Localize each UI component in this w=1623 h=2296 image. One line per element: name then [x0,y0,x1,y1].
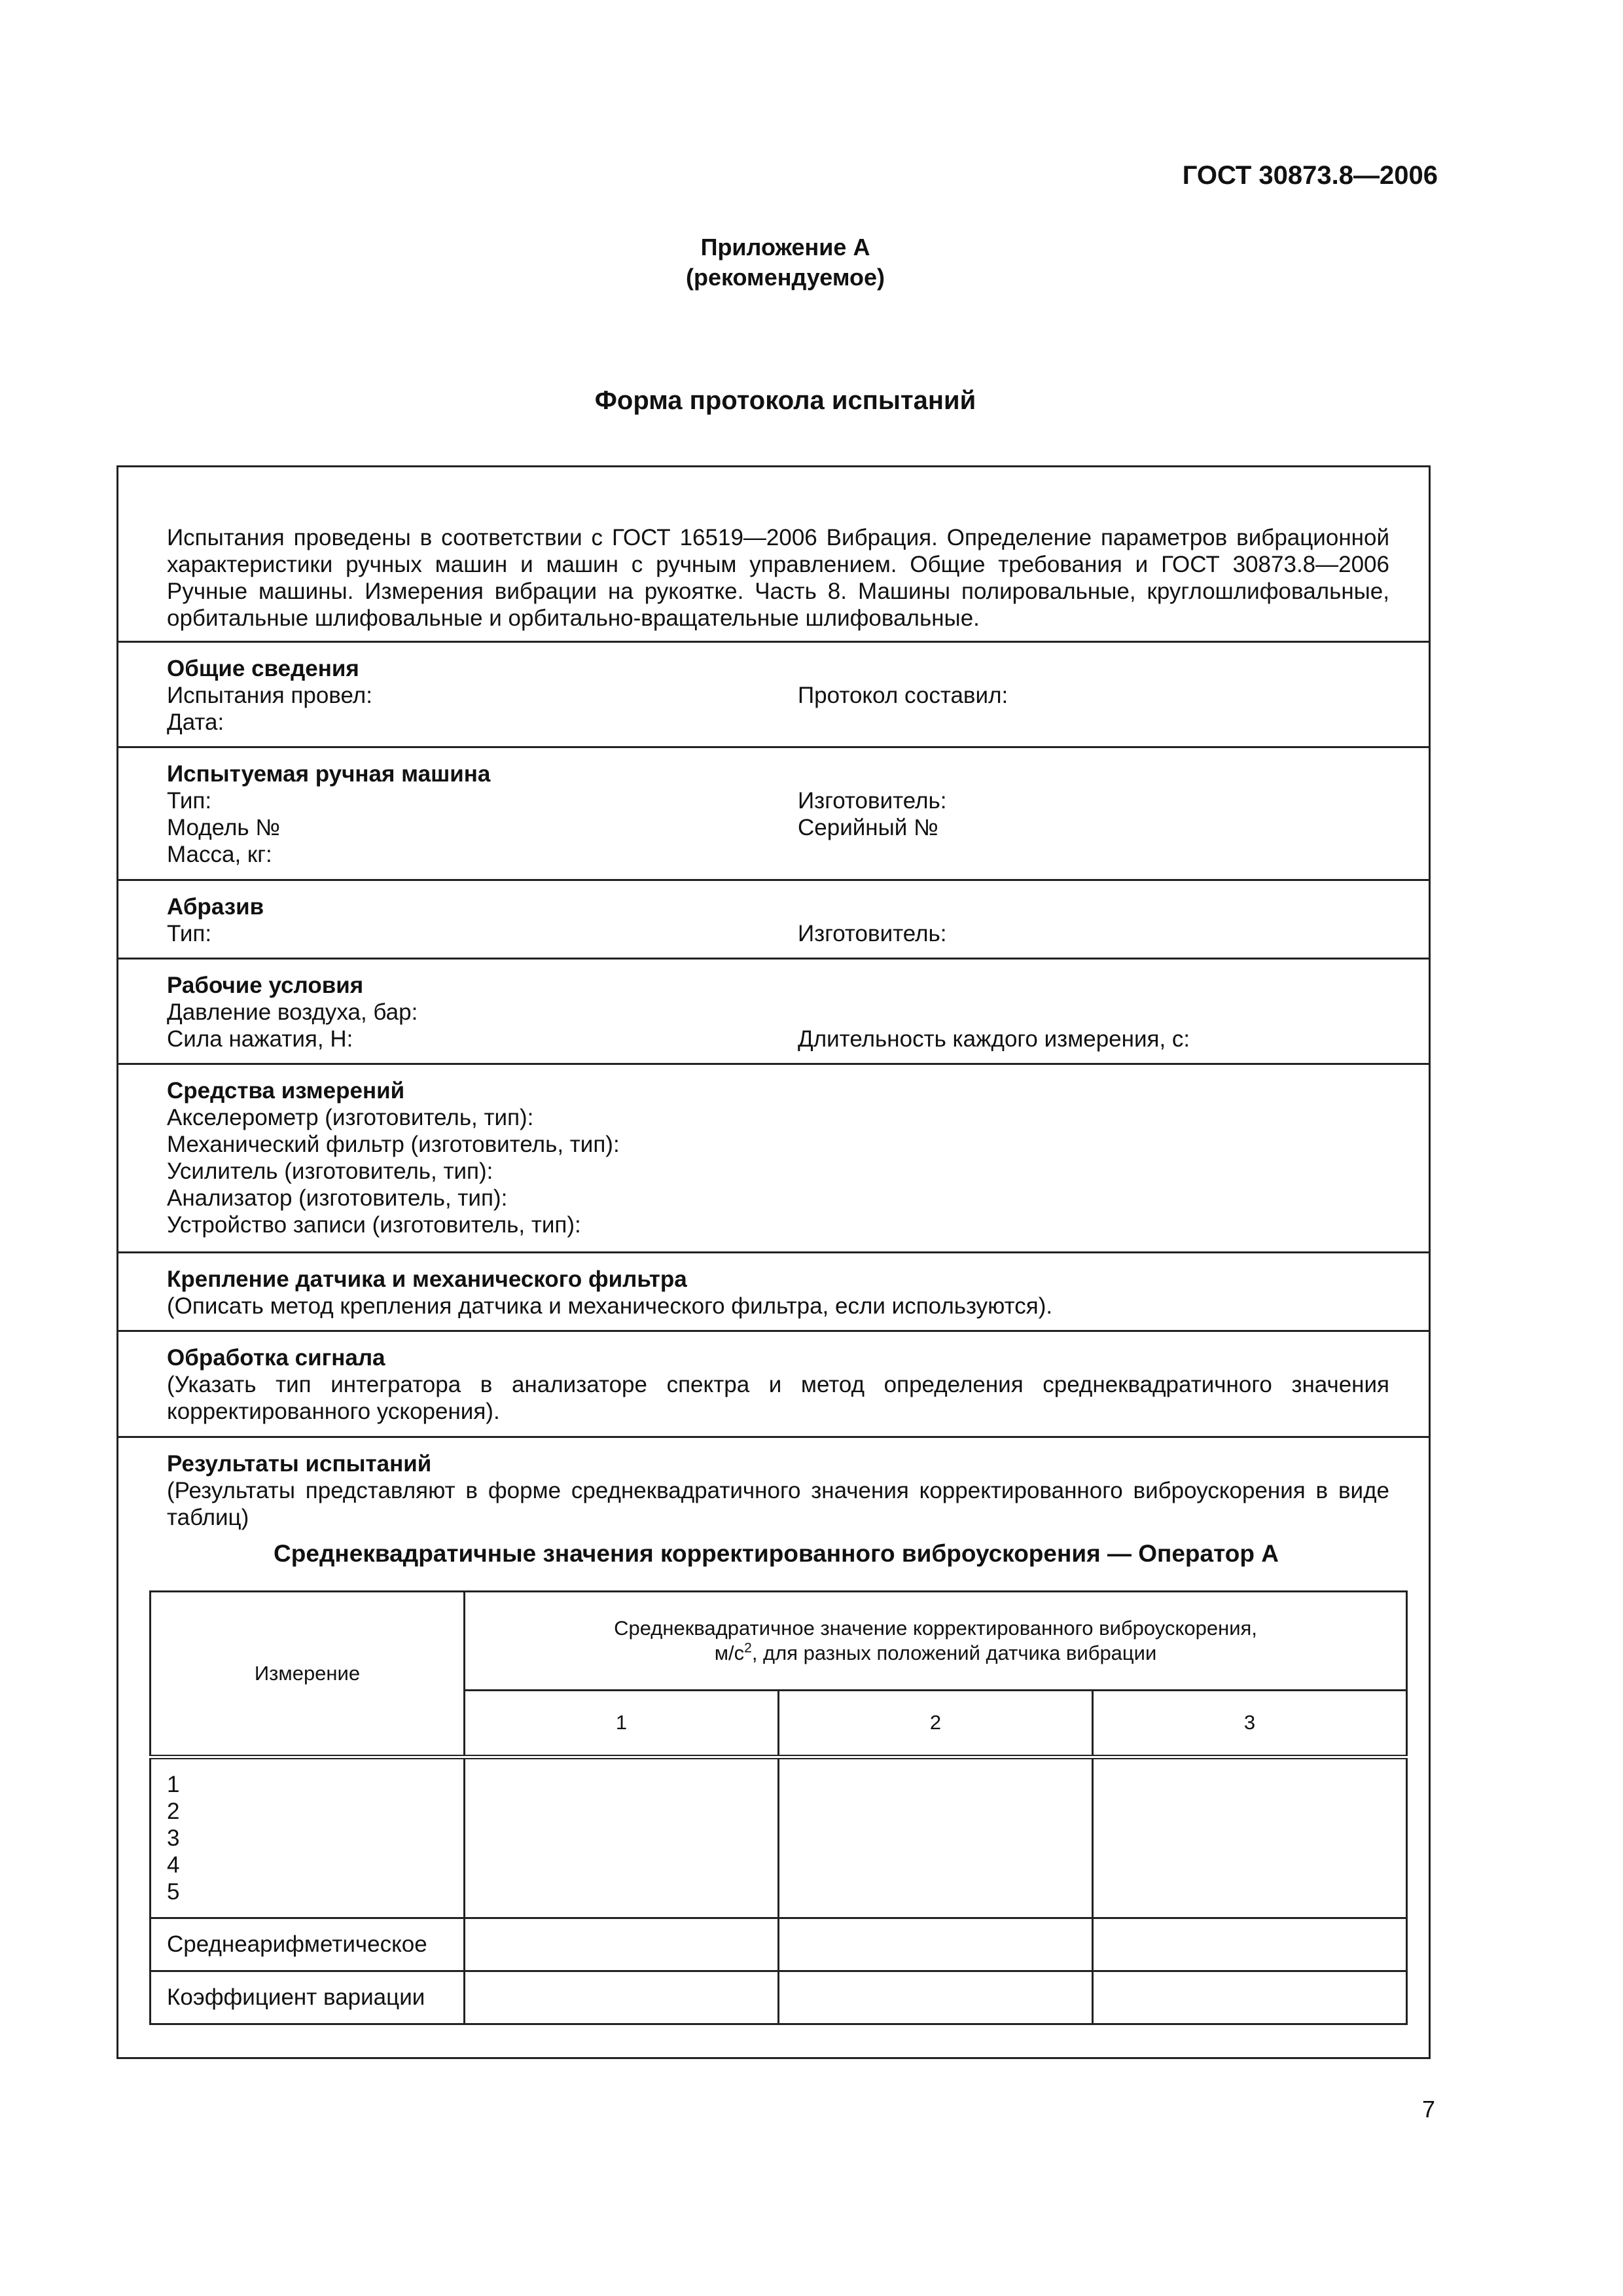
table-row [151,1918,1407,1971]
instrument-item: Усилитель (изготовитель, тип): [167,1158,493,1184]
date-field: Дата: [167,709,224,735]
mounting-heading: Крепление датчика и механического фильтра [167,1266,687,1292]
machine-type-field: Тип: [167,788,212,814]
conditions-section [118,958,1429,1065]
value-cell [779,1757,1093,1918]
protocol-form [116,465,1431,2059]
mounting-section [118,1251,1429,1332]
form-title: Форма протокола испытаний [594,386,976,415]
mean-label: Среднеарифметическое [151,1918,465,1971]
duration-field: Длительность каждого измерения, с: [798,1026,1190,1052]
rms-header-line2-rest: , для разных положений датчика вибрации [751,1641,1157,1664]
results-text: (Результаты представляют в форме среднеквадратичного значения корректированного виброускорения в виде таблиц) [167,1478,1389,1530]
instruments-section [118,1063,1429,1253]
air-pressure-field: Давление воздуха, бар: [167,999,418,1025]
measurement-number: 2 [167,1799,180,1824]
machine-model-field: Модель № [167,815,280,840]
signal-section [118,1330,1429,1438]
intro-text: Испытания проведены в соответствии с ГОСТ 16519—2006 Вибрация. Определение параметров вибрационной характеристики ручных машин и машин с ручным управлением. Общие требования и ГОСТ 30873.8—2006 Ручные машины. Измерения вибрации на рукоятке. Часть 8. Машины полировальные, круглошлифовальные, орбитальные шлифовальные и орбитально-вращательные шлифовальные. [167,525,1389,631]
general-heading: Общие сведения [167,656,359,681]
abrasive-heading: Абразив [167,894,264,920]
signal-heading: Обработка сигнала [167,1345,385,1371]
abrasive-type-field: Тип: [167,921,212,946]
measurement-number: 4 [167,1852,180,1878]
cv-label: Коэффициент вариации [151,1971,465,2024]
results-section [167,1450,1389,1567]
report-by-field: Протокол составил: [798,683,1008,708]
feed-force-field: Сила нажатия, Н: [167,1026,353,1052]
value-cell [779,1918,1093,1971]
instrument-item: Механический фильтр (изготовитель, тип): [167,1132,620,1157]
measurement-number: 3 [167,1825,180,1851]
measurement-number: 5 [167,1879,180,1905]
results-heading: Результаты испытаний [167,1451,432,1477]
instruments-heading: Средства измерений [167,1078,405,1103]
annex-heading [0,232,1571,293]
abrasive-manufacturer-field: Изготовитель: [798,921,947,946]
measurement-number: 1 [167,1772,180,1797]
unit-base: м/с [714,1641,745,1664]
page-number: 7 [1421,2096,1435,2123]
value-cell [465,1971,779,2024]
abrasive-section [118,879,1429,960]
general-section [118,641,1429,748]
conditions-heading: Рабочие условия [167,973,364,998]
rms-header-line2 [465,1641,1406,1666]
machine-manufacturer-field: Изготовитель: [798,788,947,814]
document-code: ГОСТ 30873.8—2006 [1182,161,1438,190]
value-cell [1093,1757,1407,1918]
position-header: 3 [1093,1690,1407,1757]
instrument-item: Устройство записи (изготовитель, тип): [167,1212,581,1238]
value-cell [465,1918,779,1971]
machine-section [118,746,1429,881]
instrument-item: Анализатор (изготовитель, тип): [167,1185,508,1211]
table-row [151,1971,1407,2024]
table-row [151,1757,1407,1918]
table-header-row [151,1592,1407,1691]
position-header: 1 [465,1690,779,1757]
value-cell [779,1971,1093,2024]
measurement-column-header: Измерение [151,1592,465,1757]
value-cell [1093,1971,1407,2024]
tested-by-field: Испытания провел: [167,683,372,708]
signal-text: (Указать тип интегратора в анализаторе спектра и метод определения среднеквадратичного значения корректированного ускорения). [167,1372,1389,1424]
position-header: 2 [779,1690,1093,1757]
machine-serial-field: Серийный № [798,815,938,840]
annex-title: Приложение А [700,234,870,260]
instrument-item: Акселерометр (изготовитель, тип): [167,1105,534,1130]
intro-section [118,467,1429,643]
results-table [149,1590,1408,2025]
mounting-text: (Описать метод крепления датчика и механического фильтра, если используются). [167,1293,1053,1319]
measurement-numbers-cell [151,1757,465,1918]
rms-header-line1: Среднеквадратичное значение корректированного виброускорения, [614,1616,1257,1640]
unit-exponent: 2 [744,1640,752,1656]
machine-heading: Испытуемая ручная машина [167,761,491,787]
rms-column-group-header [465,1592,1407,1691]
machine-mass-field: Масса, кг: [167,842,272,867]
value-cell [465,1757,779,1918]
results-table-title: Среднеквадратичные значения корректированного виброускорения — Оператор А [274,1540,1279,1567]
annex-subtitle: (рекомендуемое) [686,264,885,291]
value-cell [1093,1918,1407,1971]
